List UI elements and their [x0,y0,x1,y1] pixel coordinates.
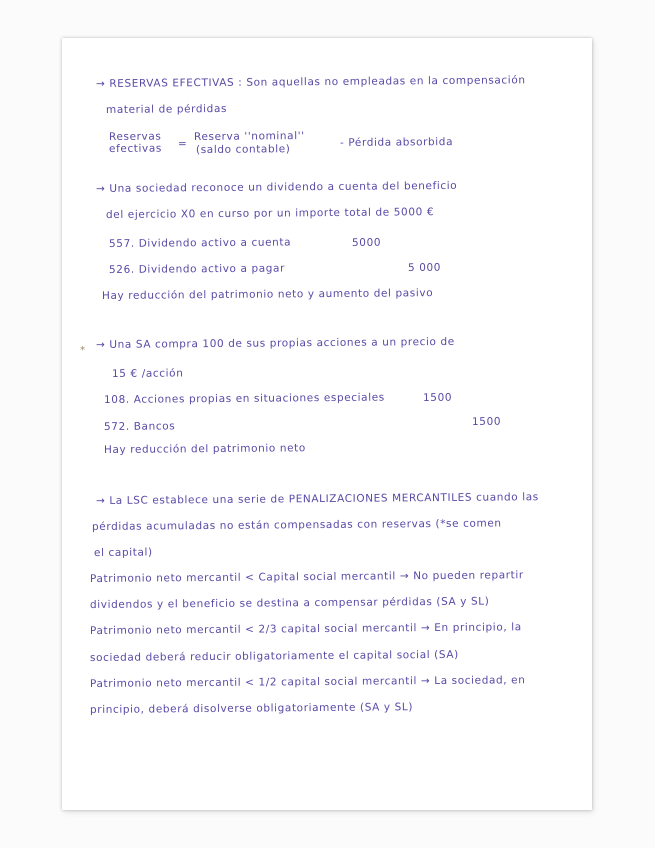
entry-557-amount: 5000 [351,236,382,249]
line-reservas-efectivas: → RESERVAS EFECTIVAS : Son aquellas no empleadas en la compensación [95,74,526,90]
rule-dos-tercios: Patrimonio neto mercantil < 2/3 capital social mercantil → En principio, la [89,621,522,637]
line-sa-compra: → Una SA compra 100 de sus propias acciones a un precio de [95,335,455,351]
entry-526-amount: 5 000 [407,261,442,274]
entry-108-amount: 1500 [422,391,453,404]
entry-572-amount: 1500 [471,415,502,428]
line-lsc-penalizaciones: → La LSC establece una serie de PENALIZACIONES MERCANTILES cuando las [95,491,539,507]
line-material-perdidas: material de pérdidas [105,102,228,116]
formula-saldo-contable: (saldo contable) [195,143,291,156]
rule-disolverse: principio, deberá disolverse obligatoriamente (SA y SL) [89,701,414,716]
formula-perdida-absorbida: - Pérdida absorbida [339,136,454,149]
line-reduccion-patrimonio: Hay reducción del patrimonio neto [103,442,306,456]
entry-557-label: 557. Dividendo activo a cuenta [108,236,292,250]
line-precio-accion: 15 € /acción [111,367,184,380]
rule-capital-social: Patrimonio neto mercantil < Capital social mercantil → No pueden repartir [89,569,524,585]
formula-equals: = [177,137,188,150]
formula-lhs-1: Reservas [108,130,162,143]
rule-mitad-capital: Patrimonio neto mercantil < 1/2 capital social mercantil → La sociedad, en [89,674,526,690]
entry-526-label: 526. Dividendo activo a pagar [108,262,286,276]
rule-reducir-capital: sociedad deberá reducir obligatoriamente el capital social (SA) [89,648,459,664]
line-ejercicio: del ejercicio X0 en curso por un importe total de 5000 € [105,206,435,221]
entry-108-label: 108. Acciones propias en situaciones especiales [103,391,385,406]
formula-lhs-2: efectivas [108,142,162,155]
entry-572-label: 572. Bancos [103,420,176,433]
line-reduccion-pasivo: Hay reducción del patrimonio neto y aumento del pasivo [101,287,434,302]
formula-reserva-nominal: Reserva ''nominal'' [193,130,305,143]
line-dividendo-cuenta: → Una sociedad reconoce un dividendo a cuenta del beneficio [95,179,458,195]
line-el-capital: el capital) [93,546,153,559]
rule-dividendos: dividendos y el beneficio se destina a compensar pérdidas (SA y SL) [89,595,490,611]
margin-mark: * [80,345,85,356]
line-perdidas-acumuladas: pérdidas acumuladas no están compensadas con reservas (*se comen [91,517,502,533]
